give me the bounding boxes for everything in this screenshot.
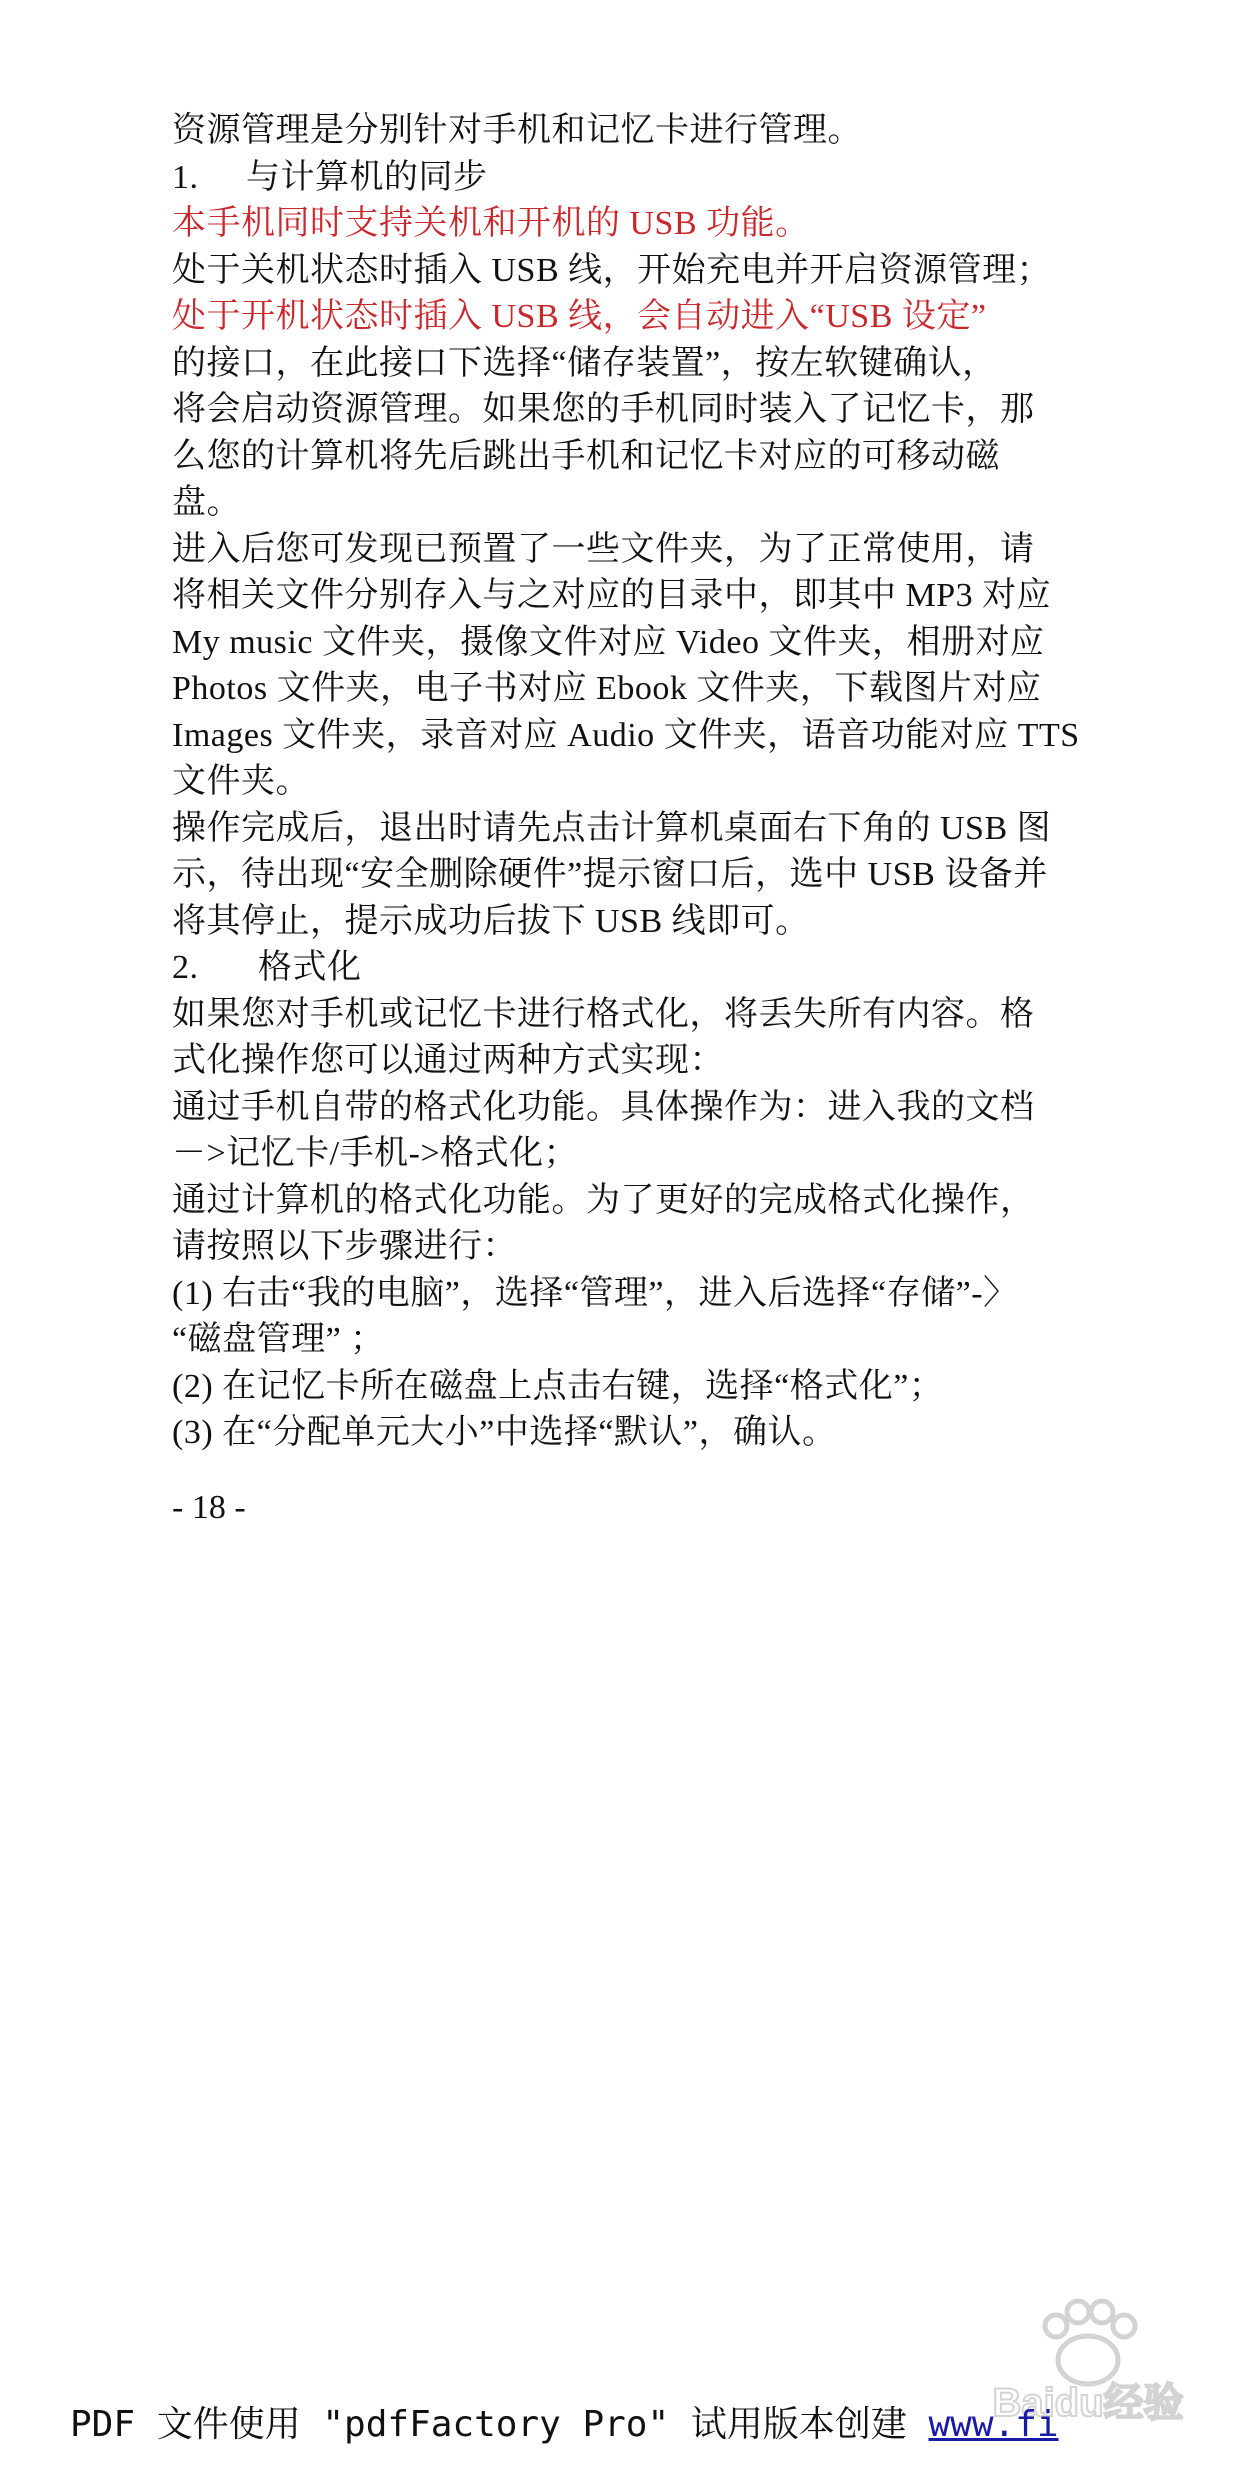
- paragraph-line: 盘。: [172, 484, 241, 521]
- step-line: (1) 右击“我的电脑”，选择“管理”，进入后选择“存储”-〉: [172, 1274, 1018, 1312]
- paragraph-line: Photos 文件夹，电子书对应 Ebook 文件夹，下载图片对应: [172, 670, 1042, 707]
- step-line: “磁盘管理” ；: [172, 1321, 385, 1358]
- footer-text: PDF 文件使用 "pdfFactory Pro" 试用版本创建: [70, 2404, 929, 2445]
- paragraph-line: 文件夹。: [172, 763, 310, 800]
- watermark-text: Baidu经验: [992, 2381, 1184, 2425]
- section-number: 1.: [172, 158, 199, 196]
- paragraph-line: 式化操作您可以通过两种方式实现：: [172, 1042, 724, 1079]
- paragraph-line: 将相关文件分别存入与之对应的目录中，即其中 MP3 对应: [172, 577, 1052, 614]
- pdf-footer: [70, 2400, 1059, 2450]
- step-line: (3) 在“分配单元大小”中选择“默认”，确认。: [172, 1414, 837, 1451]
- paragraph-line: 么您的计算机将先后跳出手机和记忆卡对应的可移动磁: [172, 437, 1000, 475]
- paragraph-line: Images 文件夹，录音对应 Audio 文件夹，语音功能对应 TTS: [172, 716, 1080, 754]
- page-number: - 18 -: [172, 1489, 246, 1526]
- paragraph-line: 如果您对手机或记忆卡进行格式化，将丢失所有内容。格: [172, 995, 1035, 1033]
- paragraph-line: My music 文件夹，摄像文件对应 Video 文件夹，相册对应: [172, 623, 1045, 661]
- section-heading-1: [172, 155, 1072, 202]
- document-body: [172, 108, 1080, 1457]
- paragraph-line: －>记忆卡/手机->格式化；: [172, 1135, 579, 1172]
- highlight-line: 本手机同时支持关机和开机的 USB 功能。: [172, 205, 810, 242]
- paragraph-line: 资源管理是分别针对手机和记忆卡进行管理。: [172, 112, 862, 149]
- paragraph-line: 处于关机状态时插入 USB 线，开始充电并开启资源管理；: [172, 251, 1052, 289]
- footer-link[interactable]: www.fi: [928, 2404, 1059, 2445]
- paragraph-line: 的接口，在此接口下选择“储存装置”，按左软键确认，: [172, 344, 997, 382]
- step-line: (2) 在记忆卡所在磁盘上点击右键，选择“格式化”；: [172, 1367, 944, 1405]
- section-heading-2: [172, 945, 1072, 992]
- paragraph-line: 操作完成后，退出时请先点击计算机桌面右下角的 USB 图: [172, 809, 1052, 847]
- section-title: 格式化: [258, 949, 362, 986]
- paragraph-line: 请按照以下步骤进行：: [172, 1228, 517, 1265]
- paragraph-line: 将会启动资源管理。如果您的手机同时装入了记忆卡，那: [172, 391, 1035, 428]
- paragraph-line: 将其停止，提示成功后拔下 USB 线即可。: [172, 902, 810, 940]
- section-title: 与计算机的同步: [246, 158, 488, 196]
- section-number: 2.: [172, 949, 199, 986]
- paragraph-line: 通过计算机的格式化功能。为了更好的完成格式化操作，: [172, 1181, 1035, 1219]
- highlight-line: 处于开机状态时插入 USB 线，会自动进入“USB 设定”: [172, 298, 987, 335]
- paragraph-line: 示，待出现“安全删除硬件”提示窗口后，选中 USB 设备并: [172, 856, 1048, 893]
- paragraph-line: 进入后您可发现已预置了一些文件夹，为了正常使用，请: [172, 530, 1035, 568]
- paragraph-line: 通过手机自带的格式化功能。具体操作为：进入我的文档: [172, 1088, 1035, 1126]
